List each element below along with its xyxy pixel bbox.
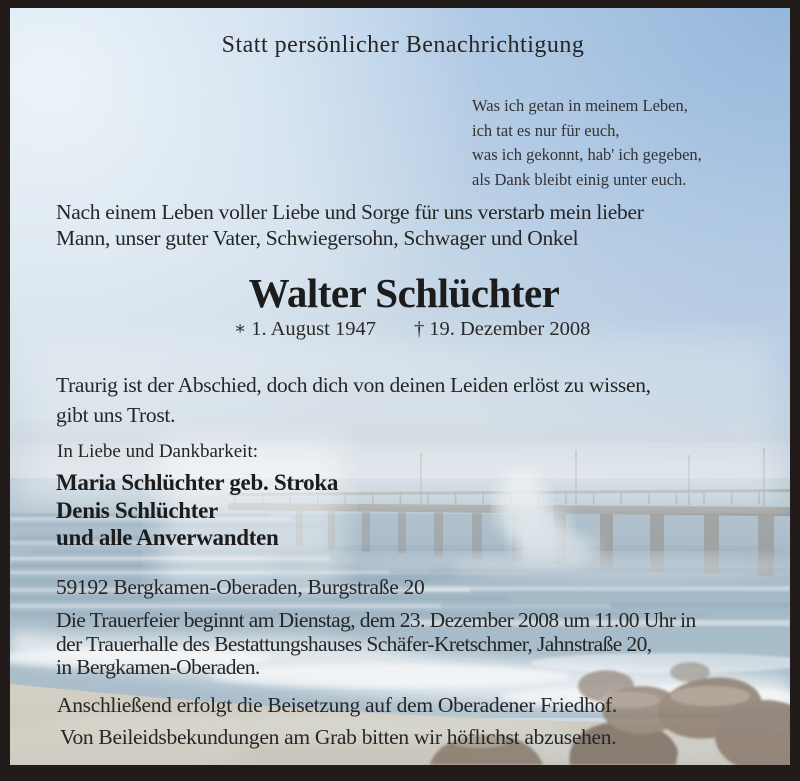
intro-paragraph [56,200,644,251]
funeral-line: in Bergkamen-Oberaden. [56,655,260,679]
death-date [414,317,590,341]
deceased-name: Walter Schlüchter [248,270,560,316]
intro-line: Mann, unser guter Vater, Schwiegersohn, Schwager und Onkel [56,225,579,250]
mourners-list [56,469,338,552]
condolence-line: gibt uns Trost. [56,403,176,427]
condolence-line: Traurig ist der Abschied, doch dich von deinen Leiden erlöst zu wissen, [56,373,651,397]
poem-line: Was ich getan in meinem Leben, [472,96,688,115]
memorial-poem [472,94,702,192]
poem-line: was ich gekonnt, hab' ich gegeben, [472,145,702,164]
closing-phrase: In Liebe und Dankbarkeit: [57,441,259,462]
funeral-line: Die Trauerfeier beginnt am Dienstag, dem 23. Dezember 2008 um 11.00 Uhr in [56,608,696,632]
birth-date [234,317,376,341]
notice-frame [10,8,790,765]
no-condolences-note: Von Beileidsbekundungen am Grab bitten wir höflichst abzusehen. [60,725,617,749]
announcement-heading: Statt persönlicher Benachrichtigung [221,32,585,58]
birth-star-icon: ∗ [234,318,247,338]
mourner-line: Maria Schlüchter geb. Stroka [56,470,339,495]
intro-line: Nach einem Leben voller Liebe und Sorge für uns verstarb mein lieber [56,200,644,224]
condolence-paragraph [56,370,651,430]
poem-line: als Dank bleibt einig unter euch. [472,169,687,189]
poem-line: ich tat es nur für euch, [472,120,620,140]
death-date-text: 19. Dezember 2008 [429,318,591,340]
notice-content [10,8,790,765]
family-address: 59192 Bergkamen-Oberaden, Burgstraße 20 [56,575,425,599]
birth-date-text: 1. August 1947 [251,318,376,340]
funeral-service-paragraph [56,609,696,680]
mourner-line: Denis Schlüchter [56,497,218,523]
death-cross-icon: † [414,318,425,340]
burial-note: Anschließend erfolgt die Beisetzung auf dem Oberadener Friedhof. [57,693,617,717]
mourner-line: und alle Anverwandten [56,525,279,551]
funeral-line: der Trauerhalle des Bestattungshauses Schäfer-Kretschmer, Jahnstraße 20, [56,631,652,656]
